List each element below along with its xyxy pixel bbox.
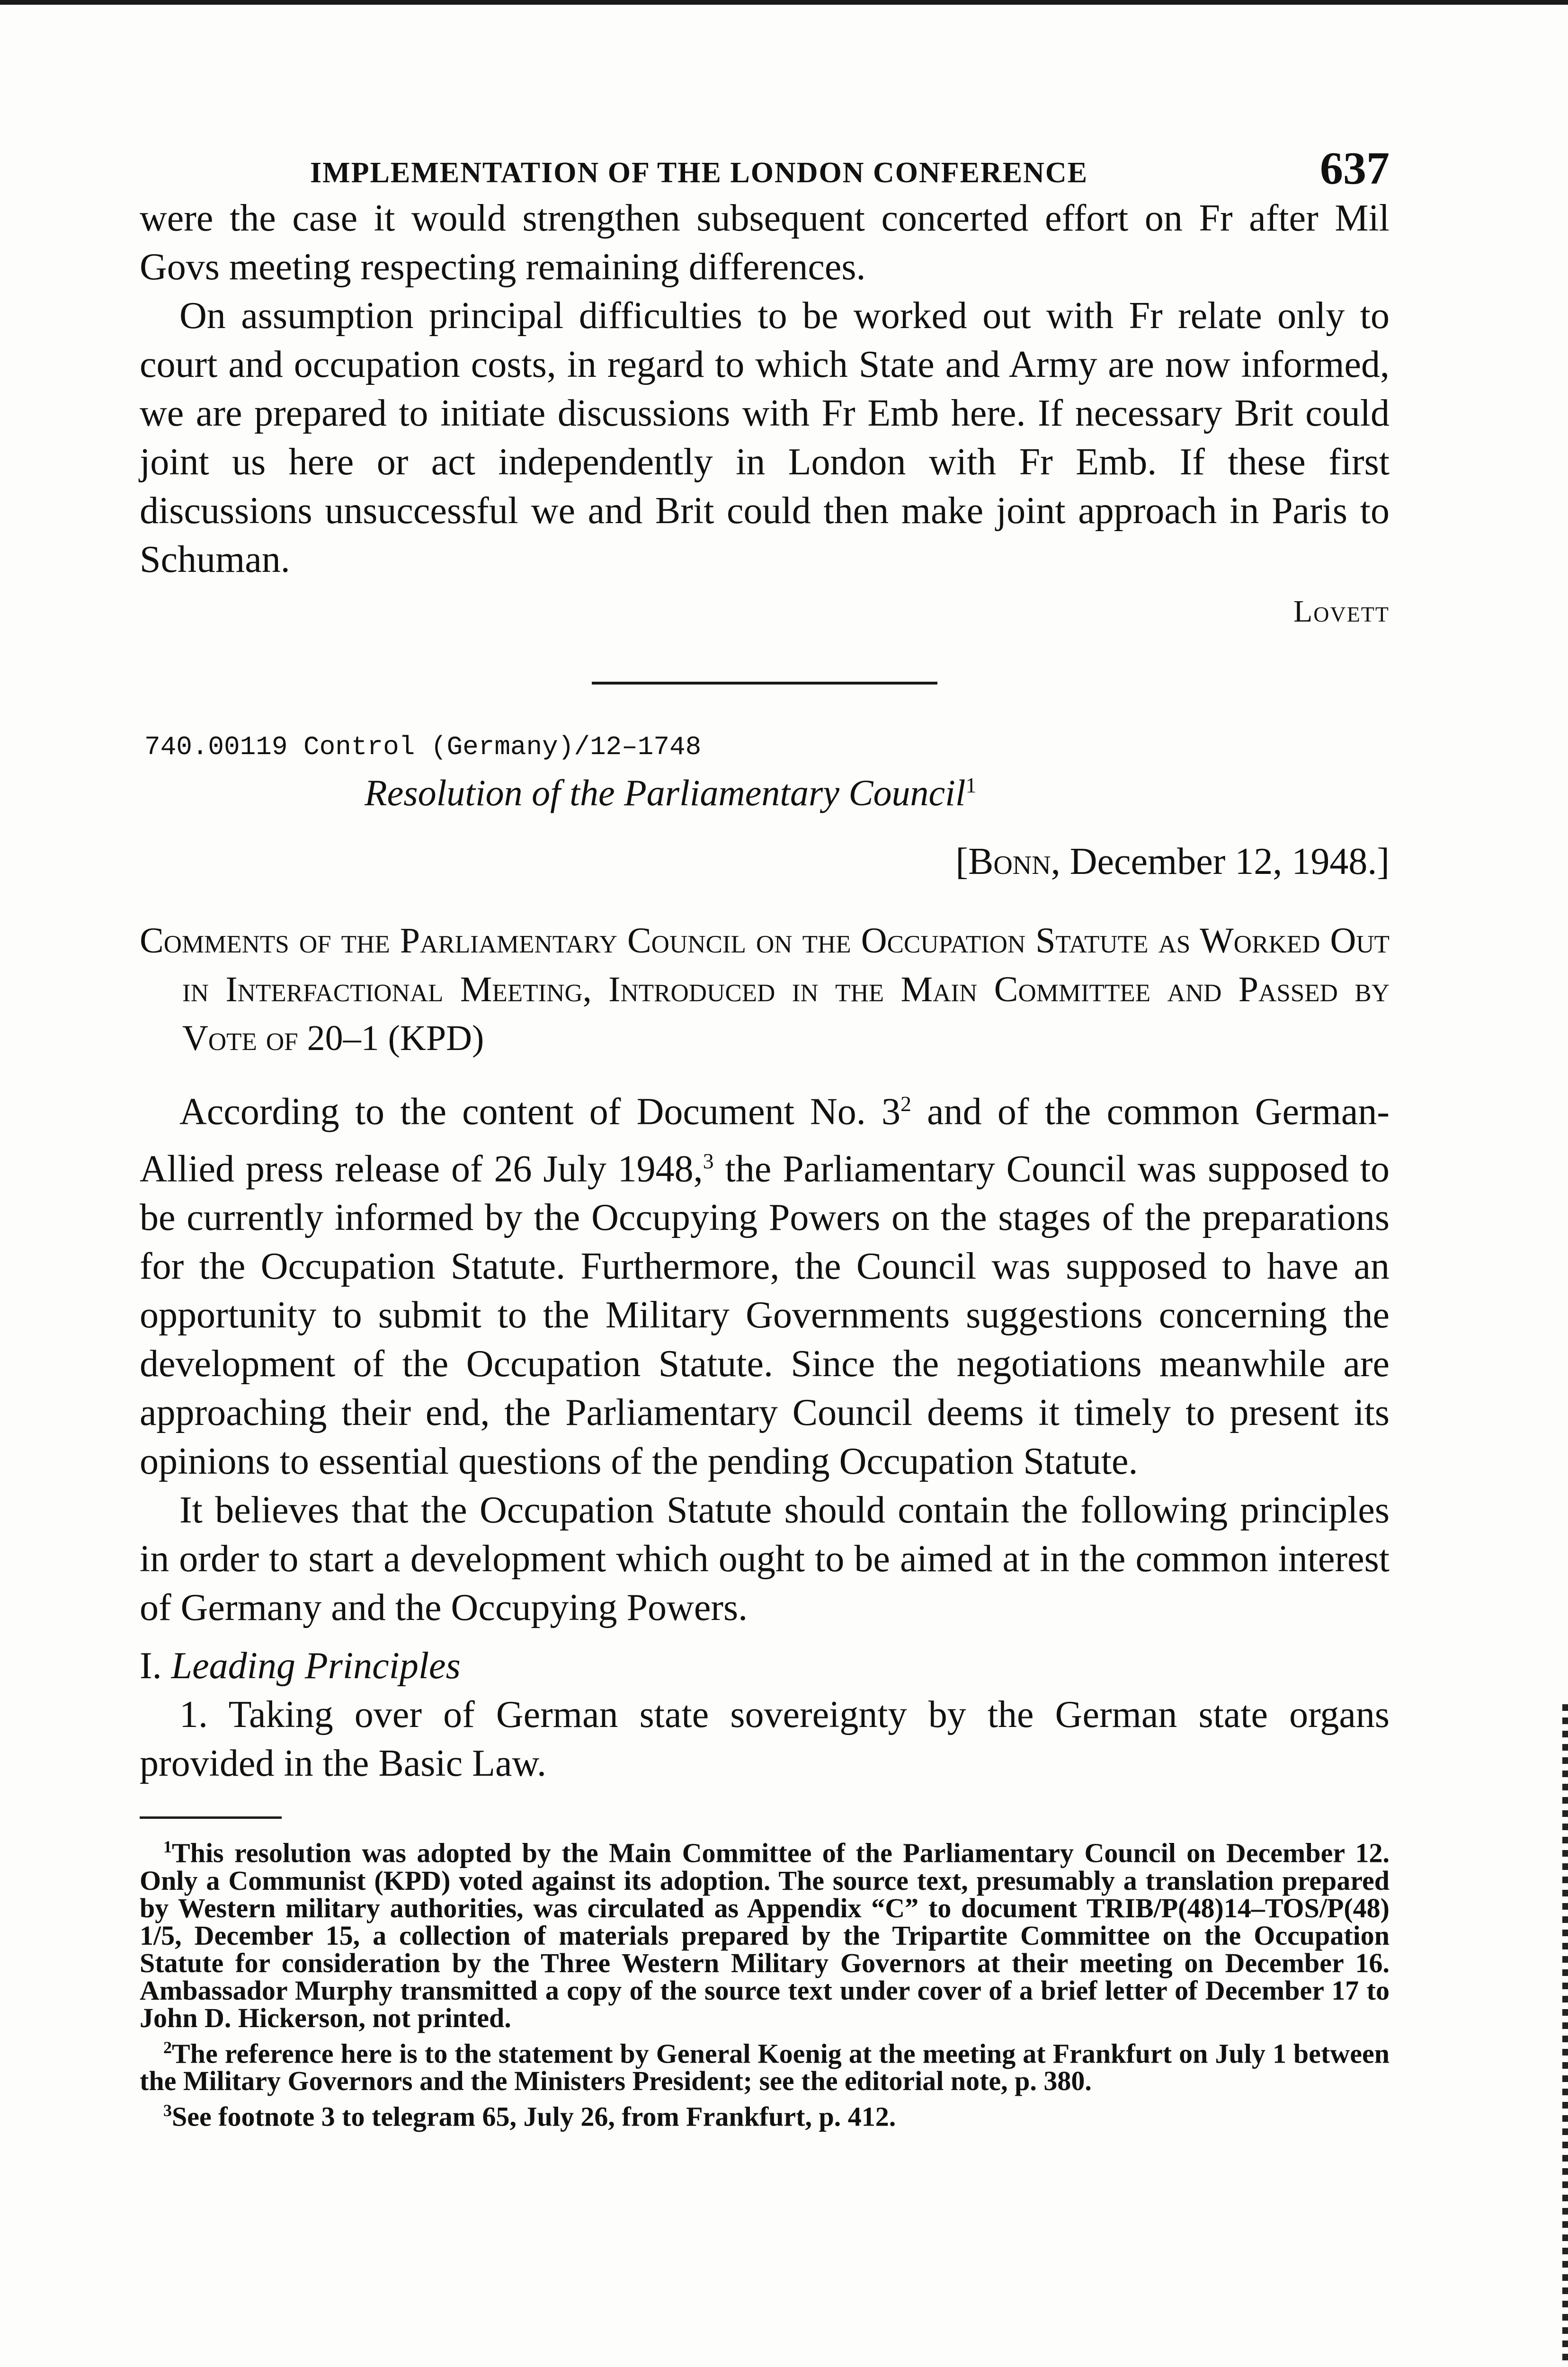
document-title bbox=[365, 772, 1390, 814]
file-number: 740.00119 Control (Germany)/12–1748 bbox=[144, 732, 702, 762]
section-number: I. bbox=[140, 1645, 162, 1687]
section-title: Leading Principles bbox=[171, 1645, 461, 1687]
footnote-mark-2: 2 bbox=[163, 2038, 172, 2057]
footnote-ref-2[interactable]: 2 bbox=[900, 1092, 911, 1116]
page-number: 637 bbox=[1320, 143, 1390, 194]
principle-item-1: 1. Taking over of German state sovereignty by the German state organs provided in the Basic Law. bbox=[140, 1694, 1390, 1785]
resolution-heading: Comments of the Parliamentary Council on the Occupation Statute as Worked Out in Interfactional Meeting, Introduced in the Main Committee and Passed by Vote of 20–1 (KPD) bbox=[140, 921, 1390, 1058]
footnote-ref-1[interactable]: 1 bbox=[965, 773, 977, 797]
page-top-border bbox=[0, 0, 1568, 5]
footnote-2 bbox=[140, 2034, 1390, 2095]
footnote-text-2: The reference here is to the statement by General Koenig at the meeting at Frankfurt on July 1 between the Military Governors and the Ministers President; see the editorial note, p. 380. bbox=[140, 2038, 1390, 2096]
dateline-open-bracket: [ bbox=[955, 841, 968, 882]
running-head bbox=[140, 142, 1390, 194]
footnote-mark-3: 3 bbox=[163, 2100, 172, 2120]
page-content bbox=[140, 142, 1390, 2132]
dateline bbox=[140, 840, 1390, 883]
page-edge-binding bbox=[1562, 1704, 1568, 2367]
paragraph-according-c: the Parliamentary Council was supposed to be currently informed by the Occupying Powers on the stages of the preparations for the Occupation Statute. Furthermore, the Council was supposed to have an opportunity to submit to the Military Governments suggestions concerning the development of the Occupation Statute. Since the negotiations meanwhile are approaching their end, the Parliamentary Council deems it timely to present its opinions to essential questions of the pending Occupation Statute. bbox=[140, 1148, 1390, 1483]
section-heading-leading-principles bbox=[140, 1642, 1390, 1691]
paragraph-according-b: and of the common German-Allied press release of 26 July 1948, bbox=[140, 1091, 1390, 1190]
paragraph-french-discussions: On assumption principal difficulties to be worked out with Fr relate only to court and occupation costs, in regard to which State and Army are now informed, we are prepared to initiate discussions with Fr Emb here. If necessary Brit could joint us here or act independently in London with Fr Emb. If these first discussions unsuccessful we and Brit could then make joint approach in Paris to Schuman. bbox=[140, 295, 1390, 580]
paragraph-according bbox=[140, 1079, 1390, 1486]
section-separator bbox=[592, 682, 937, 685]
footnote-3 bbox=[140, 2097, 1390, 2130]
footnote-text-1: This resolution was adopted by the Main Committee of the Parliamentary Council on December 12. Only a Communist (KPD) voted against its adoption. The source text, presumably a translation prepared by Western military authorities, was circulated as Appendix “C” to document TRIB/P(48)14–TOS/P(48) 1/5, December 15, a collection of materials prepared by the Tripartite Committee on the Occupation Statute for consideration by the Three Western Military Governors at their meeting on December 16. Ambassador Murphy transmitted a copy of the source text under cover of a brief letter of December 17 to John D. Hickerson, not printed. bbox=[140, 1837, 1390, 2033]
footnote-text-3: See footnote 3 to telegram 65, July 26, from Frankfurt, p. 412. bbox=[172, 2101, 896, 2132]
footnote-1 bbox=[140, 1833, 1390, 2031]
paragraph-according-a: According to the content of Document No. 3 bbox=[179, 1091, 900, 1133]
paragraph-principles: It believes that the Occupation Statute should contain the following principles in order to start a development which ought to be aimed at in the common interest of Germany and the Occupying Powers. bbox=[140, 1489, 1390, 1629]
document-title-text: Resolution of the Parliamentary Council bbox=[365, 772, 966, 813]
signature-lovett: Lovett bbox=[1293, 594, 1390, 629]
dateline-place: Bonn bbox=[968, 841, 1051, 882]
paragraph-continued: were the case it would strengthen subsequent concerted effort on Fr after Mil Govs meeting respecting remaining differences. bbox=[140, 197, 1390, 288]
footnote-rule bbox=[140, 1816, 282, 1819]
running-title: IMPLEMENTATION OF THE LONDON CONFERENCE bbox=[310, 157, 1088, 189]
footnotes bbox=[140, 1833, 1390, 2130]
footnote-ref-3[interactable]: 3 bbox=[703, 1148, 714, 1173]
dateline-date: , December 12, 1948.] bbox=[1051, 841, 1390, 882]
footnote-mark-1: 1 bbox=[163, 1837, 172, 1857]
